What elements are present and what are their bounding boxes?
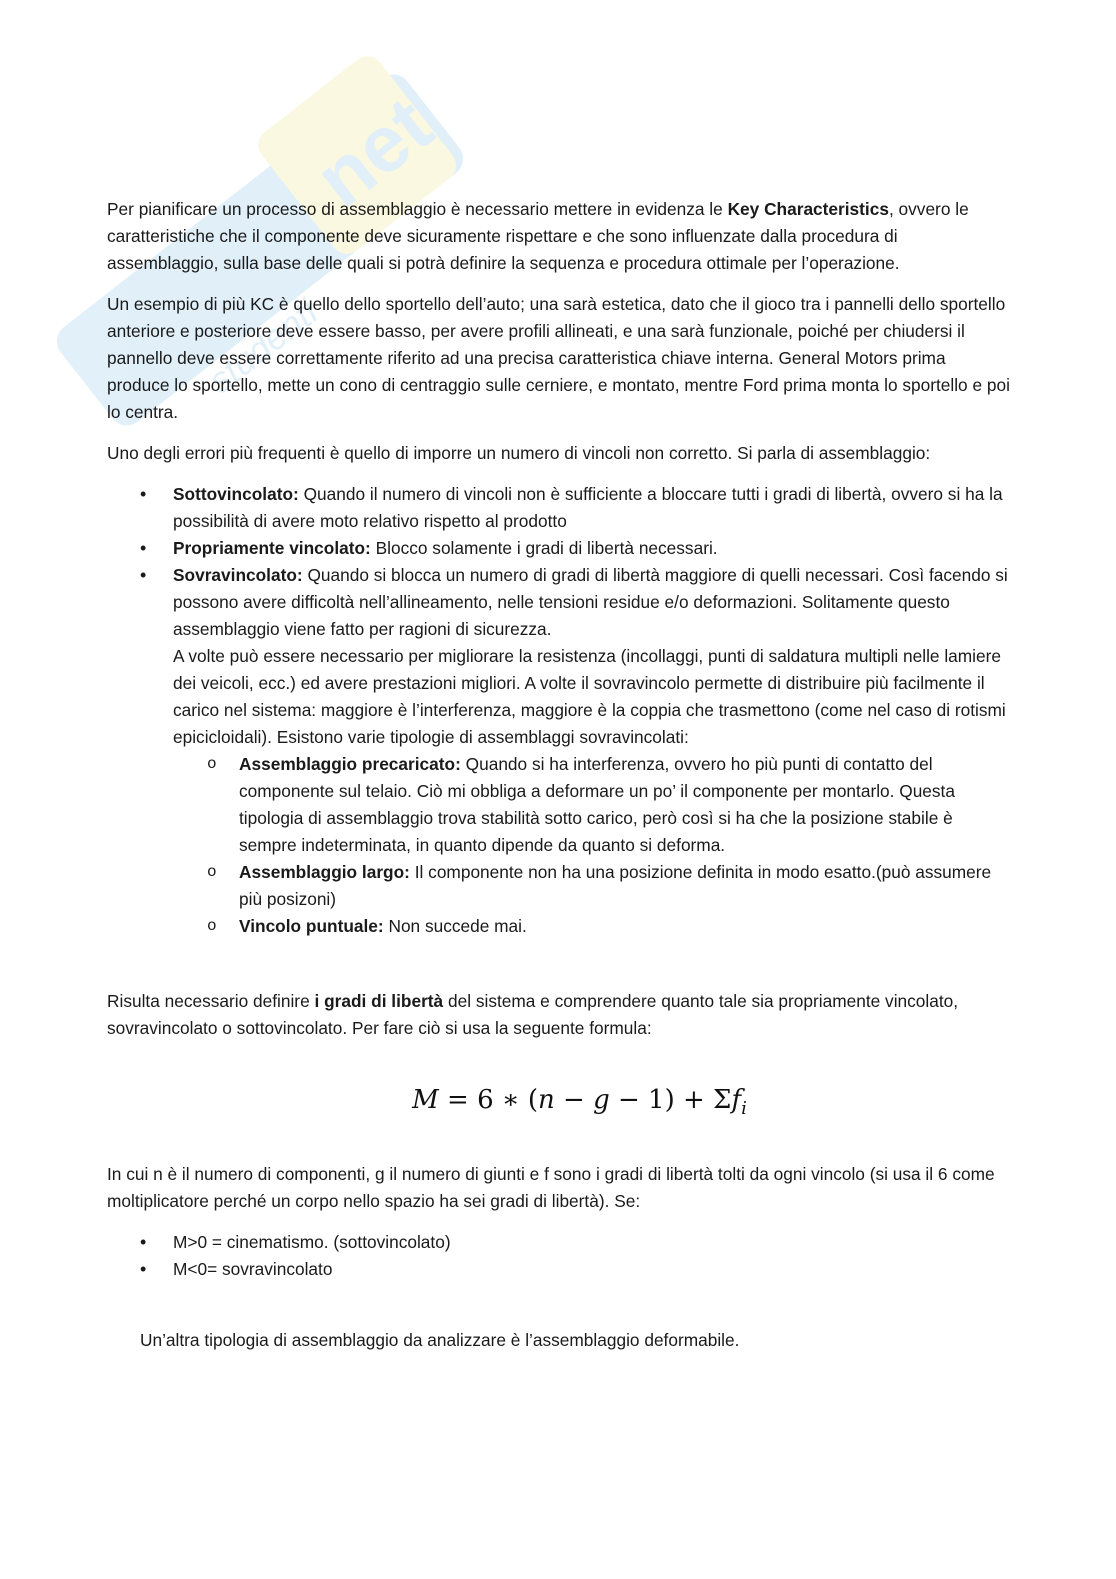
list-item [107, 535, 1012, 562]
paragraph-errors: Uno degli errori più frequenti è quello di imporre un numero di vincoli non corretto. Si parla di assemblaggio: [107, 443, 931, 463]
watermark-text: net [298, 79, 449, 224]
document-page [107, 196, 1012, 1354]
formula-part: − [554, 1085, 594, 1115]
watermark-subtext: studenti [200, 291, 326, 402]
paragraph-dof [107, 988, 1012, 1042]
sublist-item [173, 751, 1012, 859]
list-text: Quando si blocca un numero di gradi di libertà maggiore di quelli necessari. Così facendo si possono avere difficoltà nell’allineamento, nelle tensioni residue e/o deformazioni. Solitamente questo assemblaggio viene fatto per ragioni di sicurezza. [173, 565, 1008, 639]
sublist-item [173, 913, 1012, 940]
list-term: Sovravincolato: [173, 565, 303, 585]
list-text: Il componente non ha una posizione definita in modo esatto.(può assumere più posizoni) [239, 862, 992, 909]
list-text: Quando il numero di vincoli non è sufficiente a bloccare tutti i gradi di libertà, ovvero si ha la possibilità di avere moto relativo rispetto al prodotto [173, 484, 1003, 531]
text-span: , ovvero le caratteristiche che il componente deve sicuramente rispettare e che sono influenzate dalla procedura di assemblaggio, sulla base delle quali si potrà definire la sequenza e procedura ottimale per l’operazione. [107, 199, 969, 273]
formula-part: g [593, 1085, 610, 1115]
text-span: Per pianificare un processo di assemblaggio è necessario mettere in evidenza le [107, 199, 728, 219]
list-text: Blocco solamente i gradi di libertà necessari. [370, 538, 718, 558]
mobility-list [107, 1229, 1012, 1283]
list-item: • M<0= sovravincolato [107, 1256, 1012, 1283]
formula-part: = 6 ∗ ( [438, 1085, 538, 1115]
paragraph-explanation: In cui n è il numero di componenti, g il numero di giunti e f sono i gradi di libertà tolti da ogni vincolo (si usa il 6 come moltiplicatore perché un corpo nello spazio ha sei gradi di libertà). Se: [107, 1164, 995, 1212]
formula-part: M [412, 1085, 439, 1115]
list-item [107, 481, 1012, 535]
list-item-continuation: A volte può essere necessario per migliorare la resistenza (incollaggi, punti di saldatura multipli nelle lamiere dei veicoli, ecc.) ed avere prestazioni migliori. A volte il sovravincolo permette di distribuire più facilmente il carico nel sistema: maggiore è l’interferenza, maggiore è la coppia che trasmettono (come nel caso di rotismi epicicloidali). Esistono varie tipologie di assemblaggi sovravincolati: [173, 646, 1006, 747]
list-term: Assemblaggio largo: [239, 862, 410, 882]
list-term: Vincolo puntuale: [239, 916, 384, 936]
text-span: Risulta necessario definire [107, 991, 315, 1011]
list-text: Non succede mai. [383, 916, 527, 936]
list-text: Quando si ha interferenza, ovvero ho più punti di contatto del componente sul telaio. Ciò mi obbliga a deformare un po’ il componente per montarlo. Questa tipologia di assemblaggio trova stabilità sotto carico, però così si ha che la posizione stabile è sempre indeterminata, in quanto dipende da quanto si deforma. [239, 754, 955, 855]
formula [107, 1082, 1012, 1127]
dof-term: i gradi di libertà [314, 991, 444, 1011]
formula-part: i [741, 1098, 747, 1120]
sublist [173, 751, 1012, 940]
key-characteristics-term: Key Characteristics [727, 199, 889, 219]
paragraph-intro [107, 196, 1012, 277]
list-term: Sottovincolato: [173, 484, 299, 504]
paragraph-example: Un esempio di più KC è quello dello sportello dell’auto; una sarà estetica, dato che il gioco tra i pannelli dello sportello anteriore e posteriore deve essere basso, per avere profili allineati, e una sarà funzionale, poiché per chiudersi il pannello deve essere correttamente riferito ad una precisa caratteristica chiave interna. General Motors prima produce lo sportello, mette un cono di centraggio sulle cerniere, e montato, mentre Ford prima monta lo sportello e poi lo centra. [107, 294, 1010, 422]
text-span: del sistema e comprendere quanto tale sia propriamente vincolato, sovravincolato o sottovincolato. Per fare ciò si usa la seguente formula: [107, 991, 959, 1038]
list-term: Assemblaggio precaricato: [239, 754, 461, 774]
formula-part: f [731, 1085, 742, 1115]
list-item: • M>0 = cinematismo. (sottovincolato) [107, 1229, 1012, 1256]
formula-part: n [538, 1085, 555, 1115]
list-item [107, 562, 1012, 940]
list-term: Propriamente vincolato: [173, 538, 371, 558]
constraint-list [107, 481, 1012, 940]
formula-part: − 1) + Σ [609, 1085, 732, 1115]
paragraph-closing: Un’altra tipologia di assemblaggio da analizzare è l’assemblaggio deformabile. [140, 1330, 740, 1351]
sublist-item [173, 859, 1012, 913]
